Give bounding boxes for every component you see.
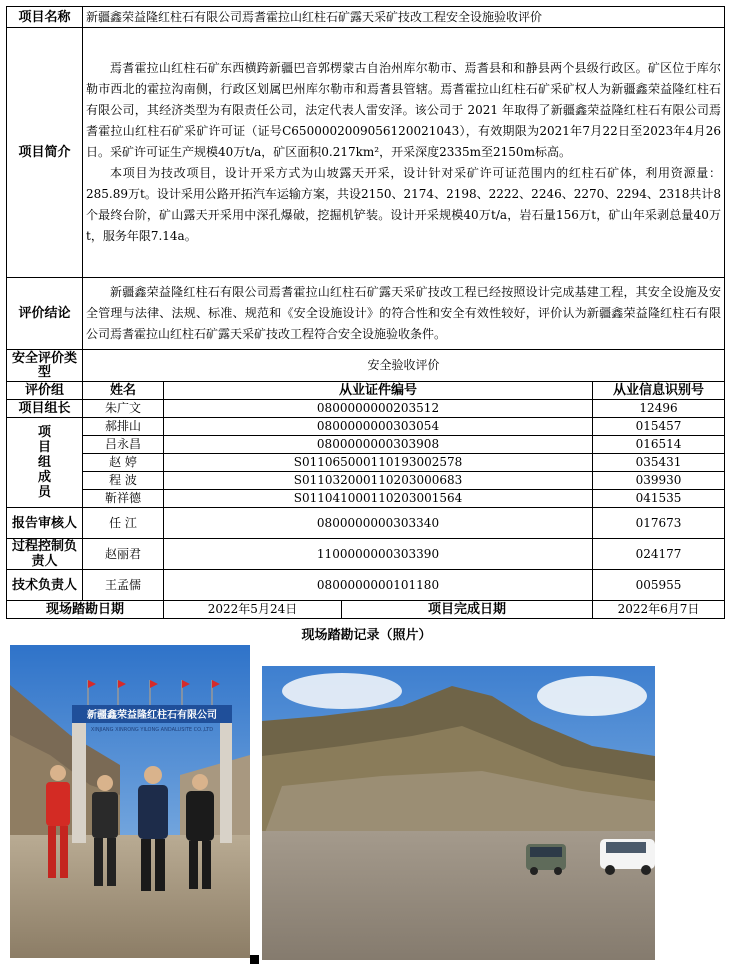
leader-name: 朱广文: [83, 400, 164, 418]
member-row: [7, 436, 725, 454]
cert-header: 从业证件编号: [164, 382, 593, 400]
member-name: 郝排山: [83, 418, 164, 436]
project-name-value: 新疆鑫荣益隆红柱石有限公司焉耆霍拉山红柱石矿露天采矿技改工程安全设施验收评价: [83, 7, 725, 28]
photo-section-title: 现场踏勘记录（照片）: [301, 628, 432, 643]
reviewer-label: 报告审核人: [7, 508, 83, 539]
gate-sign-text: 新疆鑫荣益隆红柱石有限公司: [87, 710, 217, 721]
tech-cert: 0800000000101180: [164, 570, 593, 601]
member-row: [7, 418, 725, 436]
member-row: [7, 472, 725, 490]
member-row: [7, 454, 725, 472]
finish-date-value: 2022年6月7日: [593, 601, 725, 619]
member-cert: 0800000000303908: [164, 436, 593, 454]
leader-row: [7, 400, 725, 418]
member-id: 015457: [593, 418, 725, 436]
process-cert: 1100000000303390: [164, 539, 593, 570]
member-cert: S011041000110203001564: [164, 490, 593, 508]
members-label-text: 项目组成员: [37, 425, 51, 500]
member-name: 吕永昌: [83, 436, 164, 454]
site-photo-mine: [262, 666, 655, 960]
marker-square: [250, 955, 259, 964]
member-cert: 0800000000303054: [164, 418, 593, 436]
members-label: [7, 418, 83, 508]
reviewer-id: 017673: [593, 508, 725, 539]
conclusion-label: 评价结论: [7, 278, 83, 350]
member-id: 035431: [593, 454, 725, 472]
process-name: 赵丽君: [83, 539, 164, 570]
name-header: 姓名: [83, 382, 164, 400]
tech-name: 王孟儒: [83, 570, 164, 601]
eval-type-label: 安全评价类型: [7, 350, 83, 382]
eval-group-header: 评价组: [7, 382, 83, 400]
process-id: 024177: [593, 539, 725, 570]
survey-date-label: 现场踏勘日期: [7, 601, 164, 619]
leader-cert: 0800000000203512: [164, 400, 593, 418]
site-photo-gate: [10, 645, 250, 958]
tech-label: 技术负责人: [7, 570, 83, 601]
member-cert: S011065000110193002578: [164, 454, 593, 472]
member-row: [7, 490, 725, 508]
leader-label: 项目组长: [7, 400, 83, 418]
project-name-label: 项目名称: [7, 7, 83, 28]
member-name: 程 波: [83, 472, 164, 490]
conclusion-text: 新疆鑫荣益隆红柱石有限公司焉耆霍拉山红柱石矿露天采矿技改工程已经按照设计完成基建工程，其安全设施及安全管理与法律、法规、标准、规范和《安全设施设计》的符合性和安全有效性较好，评价认为新疆鑫荣益隆红柱石有限公司焉耆霍拉山红柱石矿露天采矿技改工程符合安全设施验收条件。: [86, 285, 722, 341]
member-id: 041535: [593, 490, 725, 508]
project-intro-label: 项目简介: [7, 28, 83, 278]
process-label: 过程控制负责人: [7, 539, 83, 570]
member-id: 016514: [593, 436, 725, 454]
reviewer-cert: 0800000000303340: [164, 508, 593, 539]
eval-type-value: 安全验收评价: [83, 350, 725, 382]
id-header: 从业信息识别号: [593, 382, 725, 400]
leader-id: 12496: [593, 400, 725, 418]
member-name: 靳祥德: [83, 490, 164, 508]
tech-id: 005955: [593, 570, 725, 601]
finish-date-label: 项目完成日期: [342, 601, 593, 619]
intro-paragraph-2: 本项目为技改项目，设计开采方式为山坡露天开采，设计针对采矿许可证范围内的红柱石矿体，利用资源量：285.89万t。设计采用公路开拓汽车运输方案，共设2150、2174、2198、2222、2246、2270、2294、2318共计8个最终台阶，矿山露天开采用中深孔爆破，挖掘机铲装。设计开采规模40万t/a，岩石量156万t，矿山年采剥总量40万t，服务年限7.14a。: [86, 166, 722, 243]
member-id: 039930: [593, 472, 725, 490]
reviewer-name: 任 江: [83, 508, 164, 539]
member-name: 赵 婷: [83, 454, 164, 472]
member-cert: S011032000110203000683: [164, 472, 593, 490]
intro-paragraph-1: 焉耆霍拉山红柱石矿东西横跨新疆巴音郭楞蒙古自治州库尔勒市、焉耆县和和静县两个县级行政区。矿区位于库尔勒市西北的霍拉沟南侧，行政区划属巴州库尔勒市和焉耆县管辖。焉耆霍拉山红柱石矿采矿权人为新疆鑫荣益隆红柱石有限公司，其经济类型为有限责任公司，法定代表人雷安泽。该公司于 2021 年取得了新疆鑫荣益隆红柱石有限公司焉耆霍拉山红柱石矿采矿许可证（证号C6500002009056120021043），有效期限为2021年7月22日至2023年4月26日。采矿许可证生产规模40万t/a，矿区面积0.217km²，开采深度2335m至2150m标高。: [86, 61, 722, 159]
survey-date-value: 2022年5月24日: [164, 601, 342, 619]
evaluation-table: [6, 6, 724, 630]
gate-sign-en: XINJIANG XINRONG YILONG ANDALUSITE CO.,LTD: [90, 727, 214, 733]
